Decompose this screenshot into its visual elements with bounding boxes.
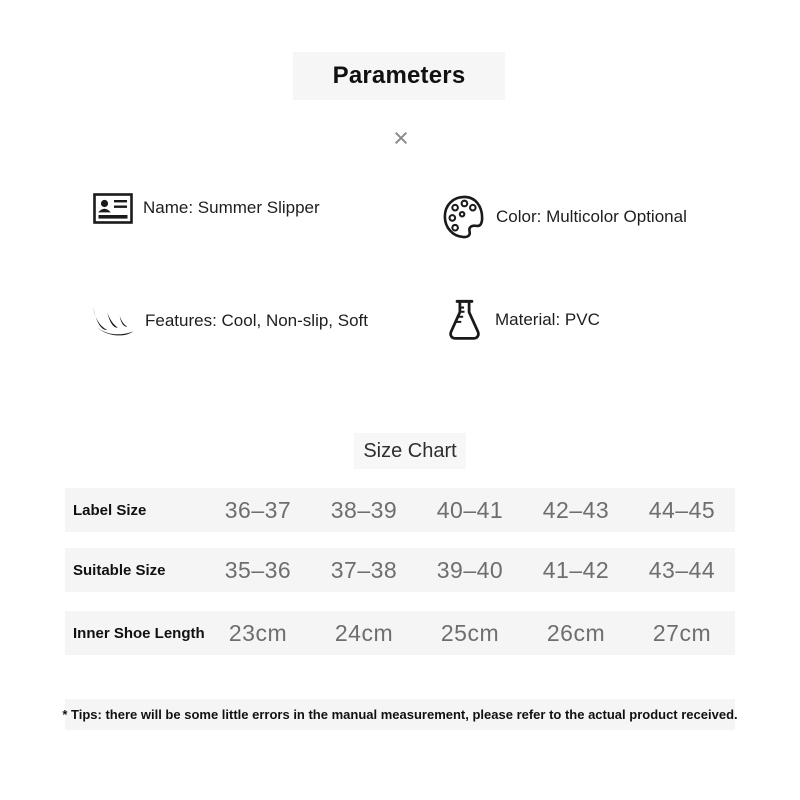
row-label: Inner Shoe Length xyxy=(73,624,205,642)
page-title: Parameters xyxy=(293,52,505,100)
size-chart-title: Size Chart xyxy=(354,433,466,469)
param-color-label: Color: Multicolor Optional xyxy=(496,207,687,226)
size-cell: 39–40 xyxy=(436,556,504,583)
feather-icon xyxy=(91,305,135,338)
close-icon[interactable]: × xyxy=(393,122,409,153)
size-cell: 37–38 xyxy=(330,556,398,583)
size-cell: 27cm xyxy=(652,619,712,646)
size-cell: 38–39 xyxy=(330,496,398,523)
flask-icon xyxy=(447,297,482,343)
size-cell: 25cm xyxy=(440,619,500,646)
param-item-name xyxy=(93,183,320,233)
size-chart-row-label-size xyxy=(65,488,735,532)
param-item-color xyxy=(443,192,687,242)
size-cell: 23cm xyxy=(228,619,288,646)
size-cell: 40–41 xyxy=(436,496,504,523)
size-chart-row-suitable-size xyxy=(65,548,735,592)
size-cell: 26cm xyxy=(546,619,606,646)
size-cell: 36–37 xyxy=(224,496,292,523)
id-card-icon xyxy=(93,193,133,224)
size-cell: 35–36 xyxy=(224,556,292,583)
size-chart-row-inner-shoe-length xyxy=(65,611,735,655)
palette-icon xyxy=(443,194,484,240)
param-features-label: Features: Cool, Non-slip, Soft xyxy=(145,311,368,330)
size-cell: 41–42 xyxy=(542,556,610,583)
row-label: Suitable Size xyxy=(73,561,166,579)
size-cell: 43–44 xyxy=(648,556,716,583)
size-cell: 44–45 xyxy=(648,496,716,523)
size-cell: 42–43 xyxy=(542,496,610,523)
tips-note: * Tips: there will be some little errors in the manual measurement, please refer to the actual product received. xyxy=(65,699,735,730)
size-cell: 24cm xyxy=(334,619,394,646)
param-item-features xyxy=(91,296,368,346)
param-material-label: Material: PVC xyxy=(495,310,600,329)
row-label: Label Size xyxy=(73,501,147,519)
param-name-label: Name: Summer Slipper xyxy=(143,198,320,217)
param-item-material xyxy=(447,295,600,345)
